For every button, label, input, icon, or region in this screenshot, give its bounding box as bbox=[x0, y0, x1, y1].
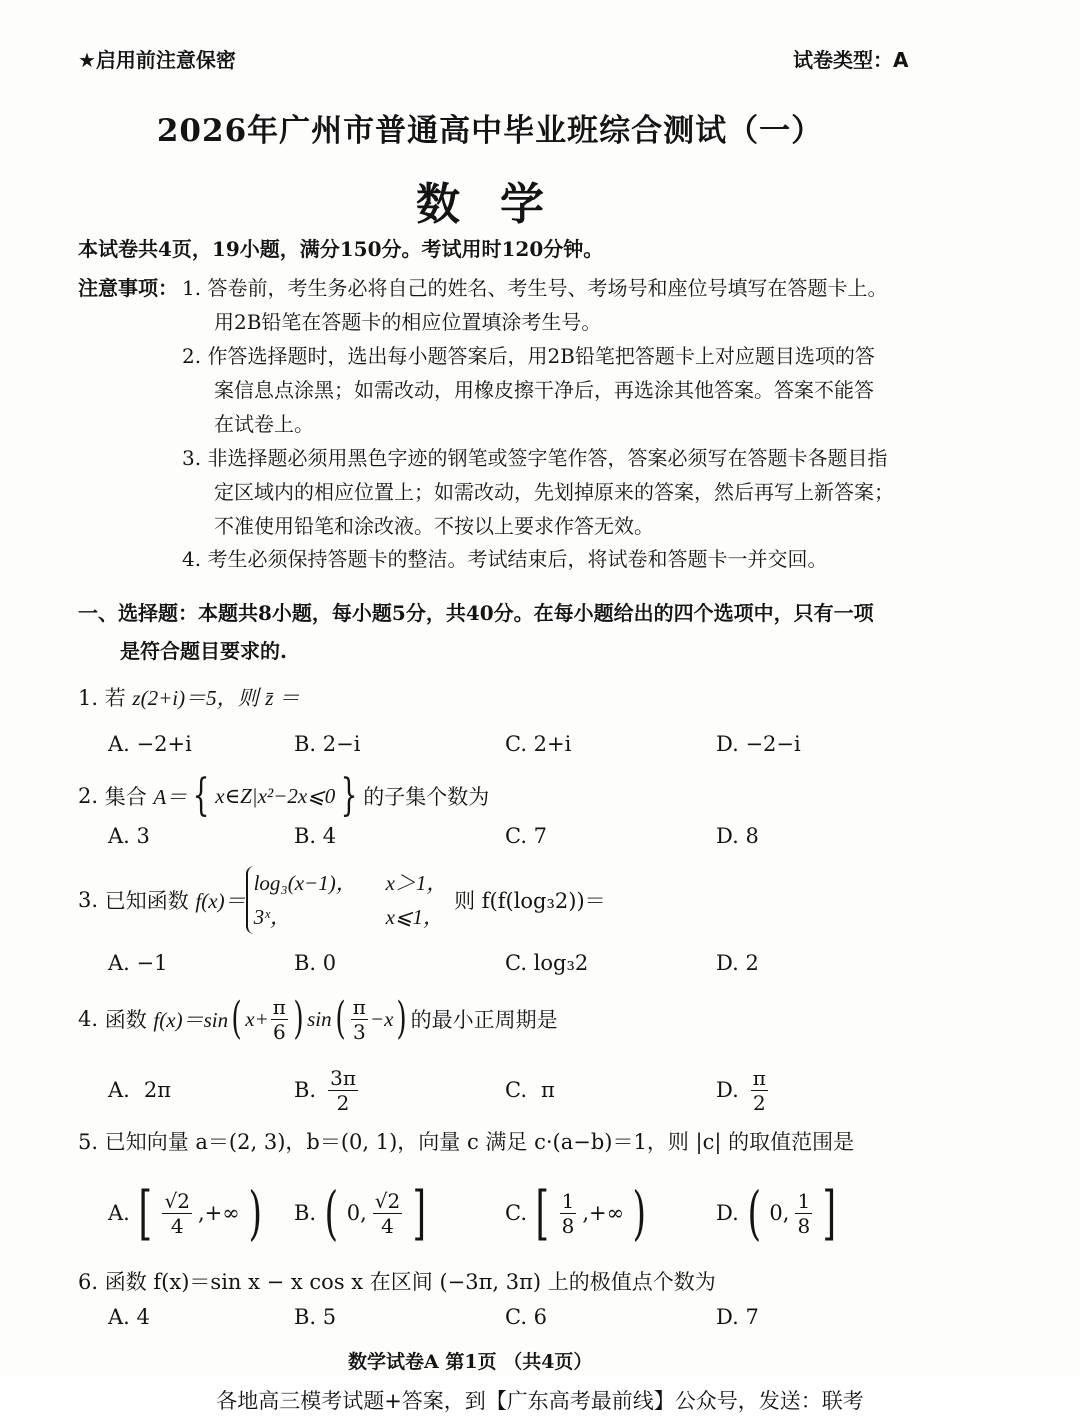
question-4 bbox=[78, 994, 558, 1044]
fraction-sqrt2-4 bbox=[162, 1188, 191, 1238]
option-value: π bbox=[541, 1078, 555, 1102]
option-label: A. bbox=[108, 1201, 130, 1225]
q6-option-c: C. 6 bbox=[505, 1305, 548, 1329]
interval-lower: 0, bbox=[769, 1201, 790, 1225]
frac-numerator: π bbox=[752, 1065, 766, 1090]
q1-option-a: A. −2+i bbox=[108, 732, 192, 756]
fraction-sqrt2-4 bbox=[373, 1188, 402, 1238]
option-label: C. bbox=[505, 1201, 527, 1225]
frac-denominator: 2 bbox=[336, 1090, 350, 1115]
subject-title: 数学 bbox=[416, 179, 584, 230]
question-6 bbox=[78, 1266, 716, 1296]
question-2-set-left: A＝ bbox=[153, 785, 188, 809]
right-paren-icon: ) bbox=[293, 993, 304, 1044]
note-2-line-1: 2. 作答选择题时，选出每小题答案后，用2B铅笔把答题卡上对应题目选项的答 bbox=[182, 344, 875, 368]
frac-denominator: 3 bbox=[352, 1019, 366, 1044]
fraction-1-8 bbox=[795, 1188, 812, 1238]
q5-option-c bbox=[505, 1180, 651, 1246]
q5-option-a bbox=[108, 1180, 266, 1246]
fraction-pi-2 bbox=[751, 1065, 768, 1115]
left-paren-icon: ( bbox=[335, 993, 346, 1044]
q3-option-a: A. −1 bbox=[108, 951, 168, 975]
exam-title: 2026年广州市普通高中毕业班综合测试（一） bbox=[156, 113, 824, 149]
question-1 bbox=[78, 682, 300, 712]
question-3 bbox=[78, 862, 606, 938]
right-bracket-icon: ] bbox=[822, 1179, 837, 1247]
paper-type-label: 试卷类型：A bbox=[793, 48, 909, 72]
question-2-number: 2. bbox=[78, 784, 99, 808]
question-4-pre: 函数 bbox=[104, 1008, 147, 1032]
question-5-number: 5. bbox=[78, 1130, 99, 1154]
question-3-pre: 已知函数 bbox=[104, 889, 189, 913]
frac-denominator: 4 bbox=[170, 1213, 184, 1238]
question-2-pre: 集合 bbox=[104, 785, 147, 809]
q3-option-c: C. log₃2 bbox=[505, 951, 589, 975]
note-2-line-3: 在试卷上。 bbox=[214, 412, 314, 436]
option-value: 2π bbox=[143, 1078, 172, 1102]
question-2-post: 的子集个数为 bbox=[363, 785, 490, 809]
frac-numerator: π bbox=[352, 994, 366, 1019]
q4-option-a bbox=[108, 1064, 171, 1116]
q1-option-b: B. 2−i bbox=[294, 732, 361, 756]
question-1-number: 1. bbox=[78, 686, 99, 710]
notes-label: 注意事项： bbox=[78, 276, 178, 300]
frac-denominator: 8 bbox=[561, 1213, 575, 1238]
fraction-pi-3 bbox=[351, 994, 368, 1044]
left-bracket-icon: [ bbox=[535, 1179, 550, 1247]
note-2-line-2: 案信息点涂黑；如需改动，用橡皮擦干净后，再选涂其他答案。答案不能答 bbox=[214, 378, 874, 402]
q5-option-d bbox=[716, 1180, 841, 1246]
left-brace-icon: { bbox=[192, 770, 210, 821]
fraction-1-8 bbox=[560, 1188, 577, 1238]
note-3-line-3: 不准使用铅笔和涂改液。不按以上要求作答无效。 bbox=[214, 514, 654, 538]
frac-numerator: π bbox=[272, 994, 286, 1019]
question-6-number: 6. bbox=[78, 1270, 99, 1294]
promo-banner bbox=[0, 1375, 1080, 1420]
right-paren-icon: ) bbox=[632, 1179, 647, 1247]
q4-option-c bbox=[505, 1064, 555, 1116]
frac-numerator: 1 bbox=[797, 1188, 811, 1213]
q2-option-c: C. 7 bbox=[505, 824, 548, 848]
question-4-sin2: sin bbox=[307, 1006, 332, 1031]
left-paren-icon: ( bbox=[324, 1179, 339, 1247]
question-3-number: 3. bbox=[78, 888, 99, 912]
option-label: D. bbox=[716, 1201, 739, 1225]
question-4-fx: f(x)＝sin bbox=[153, 1008, 229, 1032]
question-4-post: 的最小正周期是 bbox=[410, 1008, 558, 1032]
left-paren-icon: ( bbox=[747, 1179, 761, 1247]
right-brace-icon: } bbox=[340, 770, 358, 821]
left-bracket-icon: [ bbox=[138, 1179, 152, 1247]
question-5 bbox=[78, 1126, 854, 1156]
right-bracket-icon: ] bbox=[412, 1179, 427, 1247]
piecewise-cases bbox=[246, 866, 448, 934]
q2-option-a: A. 3 bbox=[108, 824, 150, 848]
q3-option-d: D. 2 bbox=[716, 951, 759, 975]
promo-banner-text: 各地高三模考试题+答案，到【广东高考最前线】公众号，发送：联考 bbox=[216, 1389, 864, 1413]
question-1-post: z̄ ＝ bbox=[265, 686, 300, 710]
q6-option-d: D. 7 bbox=[716, 1305, 759, 1329]
frac-denominator: 2 bbox=[752, 1090, 766, 1115]
question-1-pre: 若 bbox=[104, 686, 126, 710]
note-1-line-2: 用2B铅笔在答题卡的相应位置填涂考生号。 bbox=[214, 310, 602, 334]
q1-option-c: C. 2+i bbox=[505, 732, 572, 756]
note-1-line-1: 1. 答卷前，考生务必将自己的姓名、考生号、考场号和座位号填写在答题卡上。 bbox=[182, 276, 888, 300]
section-1-heading-cont: 是符合题目要求的. bbox=[120, 639, 287, 663]
frac-numerator: √2 bbox=[164, 1188, 190, 1213]
case-1-expr: log₃(x−1)， bbox=[253, 871, 357, 895]
question-2-set-body: x∈Z|x²−2x⩽0 bbox=[215, 783, 336, 808]
q2-option-d: D. 8 bbox=[716, 824, 759, 848]
q2-option-b: B. 4 bbox=[294, 824, 337, 848]
question-5-text: 已知向量 a＝(2, 3)，b＝(0, 1)，向量 c 满足 c·(a−b)＝1，则 |c| 的取值范围是 bbox=[104, 1130, 855, 1154]
frac-numerator: 1 bbox=[561, 1188, 575, 1213]
frac-denominator: 6 bbox=[272, 1019, 286, 1044]
note-3-line-1: 3. 非选择题必须用黑色字迹的钢笔或签字笔作答，答案必须写在答题卡各题目指 bbox=[182, 446, 888, 470]
q3-option-b: B. 0 bbox=[294, 951, 337, 975]
question-6-text: 函数 f(x)＝sin x − x cos x 在区间 (−3π, 3π) 上的极值点个数为 bbox=[104, 1270, 716, 1294]
case-2-expr: 3ˣ， bbox=[253, 905, 292, 929]
frac-denominator: 4 bbox=[381, 1213, 394, 1238]
confidential-label: ★启用前注意保密 bbox=[78, 48, 236, 72]
left-paren-icon: ( bbox=[231, 993, 242, 1044]
interval-upper: ,+∞ bbox=[197, 1201, 240, 1225]
option-label: D. bbox=[716, 1078, 739, 1102]
case-2-cond: x⩽1， bbox=[385, 905, 444, 929]
right-paren-icon: ) bbox=[248, 1179, 262, 1247]
page-footer: 数学试卷A 第1页 （共4页） bbox=[348, 1351, 593, 1373]
q5-option-b bbox=[294, 1180, 431, 1246]
question-4-number: 4. bbox=[78, 1007, 99, 1031]
interval-lower: 0, bbox=[346, 1201, 367, 1225]
exam-intro: 本试卷共4页，19小题，满分150分。考试用时120分钟。 bbox=[78, 237, 604, 261]
question-4-arg1: x+ bbox=[245, 1006, 269, 1031]
note-3-line-2: 定区域内的相应位置上；如需改动，先划掉原来的答案，然后再写上新答案； bbox=[214, 480, 894, 504]
option-label: C. bbox=[505, 1078, 527, 1102]
right-paren-icon: ) bbox=[396, 993, 408, 1044]
fraction-3pi-2 bbox=[328, 1065, 358, 1115]
q6-option-a: A. 4 bbox=[108, 1305, 150, 1329]
q1-option-d: D. −2−i bbox=[716, 732, 801, 756]
interval-upper: ,+∞ bbox=[582, 1201, 625, 1225]
question-3-fx: f(x)＝ bbox=[195, 889, 246, 913]
frac-numerator: 3π bbox=[330, 1065, 356, 1090]
section-1-heading: 一、选择题：本题共8小题，每小题5分，共40分。在每小题给出的四个选项中，只有一项 bbox=[78, 601, 874, 625]
option-label: A. bbox=[108, 1078, 130, 1102]
question-2 bbox=[78, 770, 490, 821]
note-4-line-1: 4. 考生必须保持答题卡的整洁。考试结束后，将试卷和答题卡一并交回。 bbox=[182, 547, 828, 571]
question-3-post: 则 f(f(log₃2))＝ bbox=[454, 889, 606, 913]
q4-option-b bbox=[294, 1064, 360, 1116]
option-label: B. bbox=[294, 1078, 317, 1102]
question-1-expr: z(2+i)＝5，则 bbox=[132, 686, 259, 710]
frac-numerator: √2 bbox=[374, 1188, 401, 1213]
q4-option-d bbox=[716, 1064, 770, 1116]
fraction-pi-6 bbox=[271, 994, 288, 1044]
option-label: B. bbox=[294, 1201, 317, 1225]
case-1-cond: x＞1， bbox=[385, 871, 448, 895]
frac-denominator: 8 bbox=[797, 1213, 811, 1238]
question-4-arg2: −x bbox=[369, 1006, 394, 1031]
q6-option-b: B. 5 bbox=[294, 1305, 337, 1329]
